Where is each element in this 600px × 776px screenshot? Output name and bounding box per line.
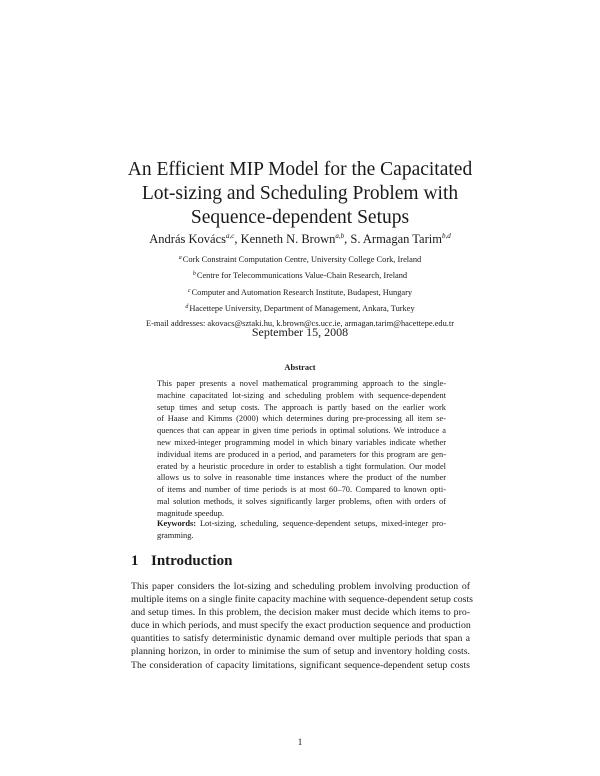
abstract-line: machine capacitated lot-sizing and scheduling problem with sequence-dependent	[157, 390, 446, 400]
keywords-label: Keywords:	[157, 519, 197, 528]
affiliation-line: $^a$Cork Constraint Computation Centre, University College Cork, Ireland	[178, 255, 422, 264]
abstract-line: magnitude speedup.	[157, 508, 224, 518]
abstract-line: allows us to solve in reasonable time instances where the product of the number	[157, 473, 446, 483]
abstract-line: This paper presents a novel mathematical programming approach to the single-	[157, 379, 446, 388]
abstract-heading: Abstract	[284, 363, 316, 372]
abstract-body	[157, 378, 446, 520]
body-line: The consideration of capacity limitations, significant sequence-dependent setup costs	[131, 659, 470, 671]
paper-title	[0, 158, 600, 230]
abstract-line: mal solution methods, it solves significantly larger problems, often with orders of	[157, 496, 446, 506]
abstract-line: of items and number of time periods is at most 60–70. Compared to known opti-	[157, 485, 446, 495]
keywords-line: Keywords: Lot-sizing, scheduling, sequence-dependent setups, mixed-integer pro-	[157, 519, 446, 528]
affiliation-line: $^c$Computer and Automation Research Institute, Budapest, Hungary	[187, 287, 413, 297]
affiliations	[0, 251, 600, 331]
author-affiliation-marker: a,c	[225, 232, 235, 240]
email-addresses: E-mail addresses: akovacs@sztaki.hu, k.brown@cs.ucc.ie, armagan.tarim@hacettepe.edu.tr	[145, 318, 454, 328]
abstract-line: new mixed-integer programming model in which binary variables indicate whether	[157, 437, 446, 447]
abstract-line: individual items are produced in a period, and parameters for this program are gen-	[157, 449, 446, 459]
keywords-line: gramming.	[157, 530, 194, 540]
title-line: Lot-sizing and Scheduling Problem with	[141, 183, 459, 204]
page-number: 1	[297, 738, 303, 748]
section-heading	[131, 553, 232, 570]
title-line: Sequence-dependent Setups	[190, 207, 410, 228]
body-line: multiple items on a single finite capacity machine with sequence-dependent setup costs	[131, 594, 473, 606]
abstract-line: setup times and setup costs. The approach is partly based on the earlier work	[157, 402, 446, 412]
body-line: duce in which periods, and must specify the exact production sequence and production	[131, 620, 471, 632]
author-affiliation-marker: a,b	[335, 232, 345, 240]
body-line: planning horizon, in order to minimise the sum of setup and inventory holding costs.	[131, 646, 470, 658]
author-list: András Kovács$^{a,c}$, Kenneth N. Brown$^{a,b}$, S. Armagan Tarim$^{b,d}$	[149, 232, 451, 246]
affiliation-line: $^b$Centre for Telecommunications Value-Chain Research, Ireland	[192, 271, 408, 281]
author-name: S. Armagan Tarim	[350, 232, 442, 246]
body-line: quantities to satisfy deterministic dynamic demand over multiple periods that span a	[131, 633, 470, 645]
body-line: and setup times. In this problem, the decision maker must decide which items to pro-	[131, 607, 470, 619]
affiliation-line: $^d$Hacettepe University, Department of Management, Ankara, Turkey	[185, 304, 415, 314]
keywords	[157, 518, 446, 542]
body-line: This paper considers the lot-sizing and scheduling problem involving production of	[131, 581, 470, 592]
abstract-line: quences that can appear in given time periods in optimal solutions. We introduce a	[157, 426, 446, 436]
abstract-line: of Haase and Kimms (2000) which determines during pre-processing all item se-	[157, 414, 446, 424]
publication-date: September 15, 2008	[251, 325, 349, 339]
section-title: Introduction	[151, 553, 233, 569]
title-line: An Efficient MIP Model for the Capacitated	[127, 159, 473, 180]
author-name: András Kovács	[149, 232, 226, 246]
section-number: 1	[131, 553, 139, 569]
abstract-line: erated by a heuristic procedure in order to establish a tight formulation. Our model	[157, 461, 446, 471]
author-name: Kenneth N. Brown	[240, 232, 336, 246]
author-affiliation-marker: b,d	[441, 232, 451, 240]
introduction-body	[131, 580, 473, 672]
